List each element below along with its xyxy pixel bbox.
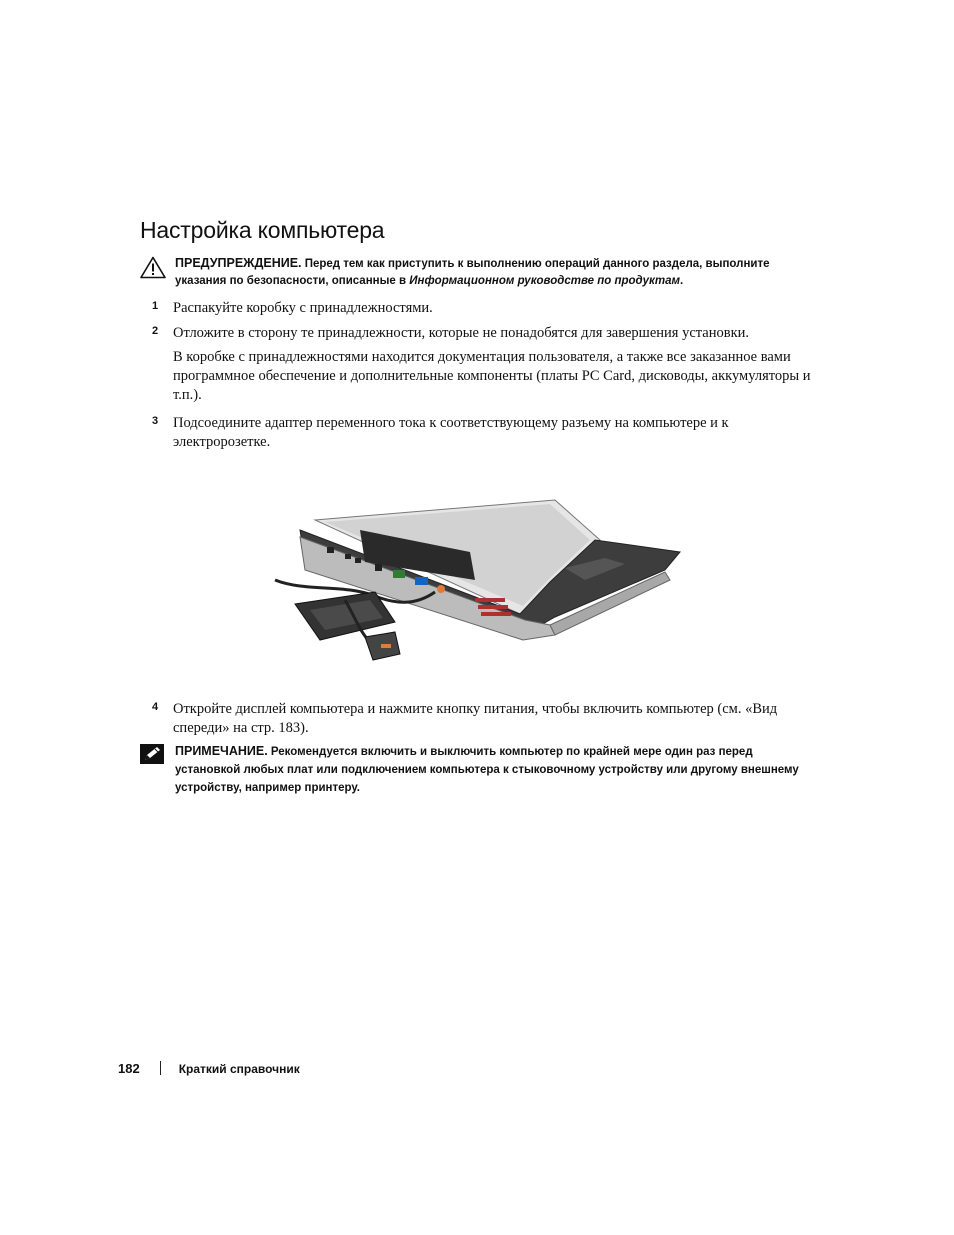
step-item — [140, 700, 820, 738]
step-text: Откройте дисплей компьютера и нажмите кнопку питания, чтобы включить компьютер (см. «Вид спереди» на стр. 183). — [173, 701, 778, 736]
note-body: Рекомендуется включить и выключить компьютер по крайней мере один раз перед установкой любых плат или подключением компьютера к стыковочному устройству или другому внешнему устройству, например принтеру. — [175, 746, 799, 794]
step-item — [140, 414, 820, 452]
warning-callout — [140, 255, 820, 290]
warning-triangle-icon — [140, 256, 166, 279]
section-name: Краткий справочник — [178, 1062, 300, 1076]
warning-doc-title: Информационном руководстве по продуктам — [409, 275, 680, 287]
step-2-paragraph: В коробке с принадлежностями находится документация пользователя, а также все заказанное вами программное обеспечение и дополнительные компоненты (платы PC Card, дисководы, аккумуляторы и т.п.). — [173, 349, 811, 403]
step-number: 1 — [152, 300, 159, 312]
step-text: Распакуйте коробку с принадлежностями. — [173, 300, 433, 316]
warning-text — [175, 255, 820, 290]
page-title: Настройка компьютера — [140, 217, 385, 243]
warning-body: Перед тем как приступить к выполнению операций данного раздела, выполните указания по безопасности, описанные в — [175, 258, 770, 287]
pencil-note-icon — [140, 744, 164, 764]
step-number: 4 — [152, 701, 159, 713]
step-number: 3 — [152, 415, 159, 427]
warning-label: ПРЕДУПРЕЖДЕНИЕ. — [175, 256, 302, 270]
note-text — [175, 742, 820, 797]
note-label: ПРИМЕЧАНИЕ. — [175, 744, 268, 758]
step-item — [140, 299, 820, 318]
note-callout — [140, 742, 820, 797]
footer-divider — [160, 1061, 161, 1075]
step-text: Подсоедините адаптер переменного тока к соответствующему разъему на компьютере и к электророзетке. — [173, 415, 729, 450]
step-item — [140, 324, 820, 343]
step-text: Отложите в сторону те принадлежности, которые не понадобятся для завершения установки. — [173, 325, 750, 341]
step-number: 2 — [152, 325, 159, 337]
warning-end: . — [680, 275, 684, 287]
page-footer — [118, 1061, 300, 1076]
laptop-with-ac-adapter-illustration — [265, 492, 685, 667]
page-number: 182 — [118, 1061, 140, 1076]
